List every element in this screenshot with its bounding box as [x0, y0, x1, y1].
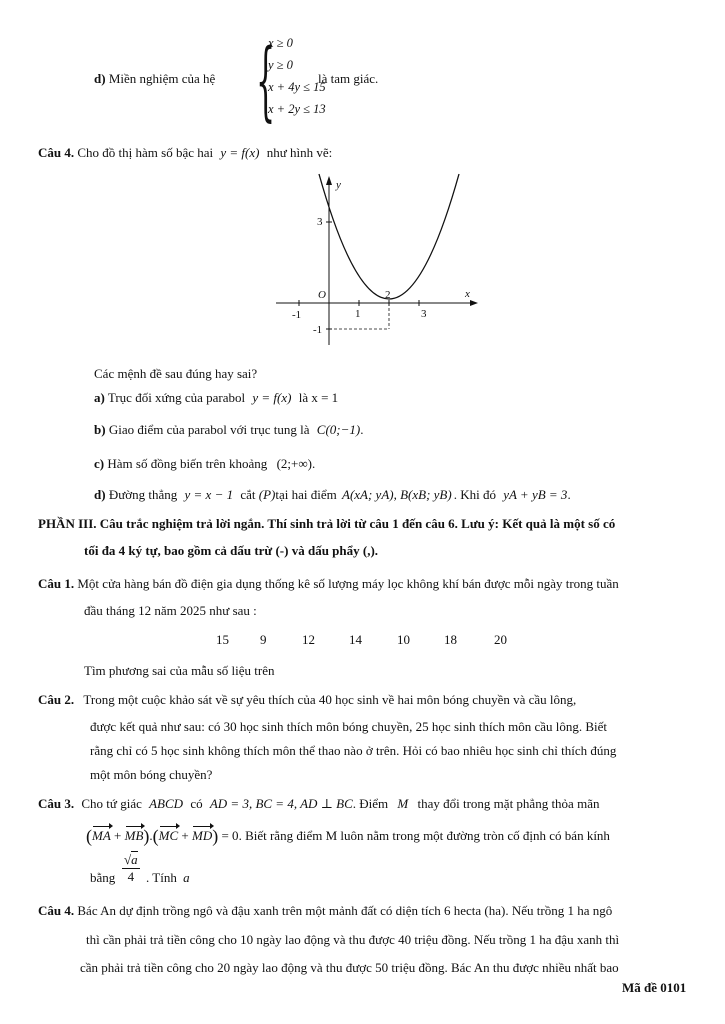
data-value: 18	[444, 632, 457, 647]
tick-label-x-minus1: -1	[292, 309, 302, 321]
q4-text-after: như hình vẽ:	[266, 145, 333, 160]
part3-heading-line1: PHẦN III. Câu trắc nghiệm trả lời ngắn. Thí sinh trả lời từ câu 1 đến câu 6. Lưu ý: Kết quả là một số có	[38, 516, 616, 531]
x-axis-label: x	[465, 288, 470, 300]
data-value: 9	[260, 632, 267, 647]
p3q3-conditions: AD = 3, BC = 4, AD ⊥ BC	[209, 796, 353, 811]
p3q1-line3: Tìm phương sai của mẫu số liệu trên	[84, 663, 275, 678]
p3q3-line2-tail: . Biết rằng điểm M luôn nằm trong một đường tròn cố định có bán kính	[238, 828, 610, 843]
q4-item-b-text: Giao điểm của parabol với trục tung là	[108, 422, 310, 437]
p3q1-text1: Một cửa hàng bán đồ điện gia dụng thống kê số lượng máy lọc không khí bán được mỗi ngày trong tuần	[77, 576, 619, 591]
p3q3-abcd: ABCD	[149, 796, 184, 811]
p3q4-line2: thì cần phải trả tiền công cho 10 ngày lao động và thu được 40 triệu đồng. Nếu trồng 1 ha đậu xanh thì	[86, 932, 620, 947]
q4-item-c-formula: (2;+∞)	[276, 456, 312, 471]
p3q2-line3: rằng chỉ có 5 học sinh không thích môn thể thao nào ở trên. Hỏi có bao nhiêu học sinh chỉ thích đúng	[90, 743, 617, 758]
tick-label-y-3: 3	[317, 216, 323, 228]
q3-item-d-label: d)	[94, 71, 106, 86]
vector-md: MD	[192, 828, 213, 843]
p3q1-label: Câu 1.	[38, 576, 75, 591]
data-value: 20	[494, 632, 507, 647]
vector-mb: MB	[124, 828, 144, 843]
q4-item-b	[94, 422, 363, 438]
parabola-curve	[319, 174, 459, 299]
q4-item-c-tail: .	[311, 456, 316, 471]
paren-close-2: )	[212, 826, 219, 846]
system-line-4: x + 2y ≤ 13	[268, 102, 326, 116]
part3-heading-line2: tối đa 4 ký tự, bao gồm cả dấu trừ (-) và dấu phẩy (,).	[84, 543, 379, 558]
q4-item-c-label: c)	[94, 456, 105, 471]
q4-item-b-label: b)	[94, 422, 106, 437]
p3q3-t4: thay đổi trong mặt phẳng thỏa mãn	[417, 796, 600, 811]
data-value: 12	[302, 632, 315, 647]
origin-label: O	[318, 289, 326, 301]
system-brace: {	[256, 31, 276, 131]
tick-label-x-3: 3	[421, 308, 427, 320]
exam-code: Mã đề 0101	[622, 980, 687, 995]
q4-text-before: Cho đồ thị hàm số bậc hai	[77, 145, 214, 160]
tick-label-x-1: 1	[355, 308, 361, 320]
fraction-denominator: 4	[127, 869, 135, 884]
q4-item-c-text: Hàm số đồng biến trên khoảng	[107, 456, 268, 471]
paren-open-2: (	[152, 826, 159, 846]
p3q2-label: Câu 2.	[38, 692, 75, 707]
q4-item-d-formula2: (P)	[258, 487, 276, 502]
x-axis-arrow	[470, 300, 478, 306]
q3-item-d-tail: là tam giác.	[318, 71, 379, 86]
p3q3-label: Câu 3.	[38, 796, 75, 811]
sqrt-radicand: a	[131, 852, 138, 867]
q4-item-d-formula: y = x − 1	[184, 487, 234, 502]
q4-item-d-mid2: tại hai điểm	[275, 487, 337, 502]
system-line-2: y ≥ 0	[268, 58, 293, 72]
system-line-1: x ≥ 0	[268, 36, 293, 50]
p3q2-text1: Trong một cuộc khảo sát về sự yêu thích của 40 học sinh về hai môn bóng chuyền và cầu lông,	[83, 692, 577, 707]
y-axis-label: y	[336, 179, 341, 191]
paren-close: )	[143, 826, 150, 846]
tick-label-x-2: 2	[385, 289, 391, 301]
q3-item-d-text: Miền nghiệm của hệ	[108, 71, 216, 86]
p3q3-vector-equation: (MA + MB).(MC + MD) = 0. Biết rằng điểm M luôn nằm trong một đường tròn cố định có bán kính	[86, 826, 610, 846]
p3q4-line3: cần phải trả tiền công cho 20 ngày lao động và thu được 50 triệu đồng. Bác An thu được nhiều nhất bao	[80, 960, 619, 975]
p3q3-var-a: a	[183, 870, 190, 885]
sqrt-sign: √	[124, 852, 132, 867]
q4-label: Câu 4.	[38, 145, 75, 160]
data-value: 14	[349, 632, 362, 647]
q4-item-d-formula4: yA + yB = 3	[503, 487, 568, 502]
p3q2-line1	[38, 692, 576, 708]
fraction-numerator	[122, 852, 140, 869]
q4-item-d	[94, 487, 571, 503]
p3q3-line1	[38, 796, 599, 812]
p3q1-line1	[38, 576, 619, 592]
q4-item-a-tail: là x = 1	[298, 390, 339, 405]
q4-item-d-text: Đường thẳng	[108, 487, 178, 502]
vector-ma: MA	[92, 828, 111, 843]
q4-item-d-tail: .	[567, 487, 571, 502]
p3q1-line2: đầu tháng 12 năm 2025 như sau :	[84, 603, 257, 618]
p3q3-line3-b	[146, 870, 190, 886]
p3q3-t2: có	[190, 796, 203, 811]
p3q4-text1: Bác An dự định trồng ngô và đậu xanh trên một mảnh đất có diện tích 6 hecta (ha). Nếu trồng 1 ha ngô	[77, 903, 613, 918]
p3q3-t5: . Tính	[146, 870, 177, 885]
tick-label-y-minus1: -1	[313, 324, 323, 336]
vector-mc: MC	[158, 828, 179, 843]
q4-formula: y = f(x)	[220, 145, 260, 160]
sqrt-a-over-4	[122, 852, 140, 885]
q4-item-b-tail: .	[360, 422, 364, 437]
q4-item-d-mid: cắt	[240, 487, 256, 502]
p3q3-line3-a: bằng	[90, 870, 116, 885]
equation-tail: = 0	[221, 828, 239, 843]
q4-item-a	[94, 390, 338, 406]
q4-item-d-formula3: A(xA; yA), B(xB; yB)	[342, 487, 452, 502]
p3q2-line2: được kết quả như sau: có 30 học sinh thích môn bóng chuyền, 25 học sinh thích môn cầu lông. Biết	[90, 719, 608, 734]
p3q3-t3: . Điểm	[352, 796, 389, 811]
q4-item-b-formula: C(0;−1)	[316, 422, 361, 437]
q4-item-a-label: a)	[94, 390, 105, 405]
data-value: 15	[216, 632, 229, 647]
y-axis-arrow	[326, 176, 332, 185]
q4-item-a-text: Trục đối xứng của parabol	[107, 390, 246, 405]
q4-item-d-mid3: . Khi đó	[453, 487, 496, 502]
p3q3-t1: Cho tứ giác	[81, 796, 142, 811]
p3q2-line4: một môn bóng chuyền?	[90, 767, 213, 782]
p3q3-m: M	[397, 796, 409, 811]
system-line-3: x + 4y ≤ 15	[268, 80, 326, 94]
q4-item-d-label: d)	[94, 487, 106, 502]
paren-open: (	[86, 826, 92, 846]
data-value: 10	[397, 632, 410, 647]
p3q4-label: Câu 4.	[38, 903, 75, 918]
q4-item-c	[94, 456, 315, 472]
q4-item-a-formula: y = f(x)	[252, 390, 292, 405]
p3q4-line1	[38, 903, 612, 919]
q4-prompt: Các mệnh đề sau đúng hay sai?	[94, 366, 258, 381]
